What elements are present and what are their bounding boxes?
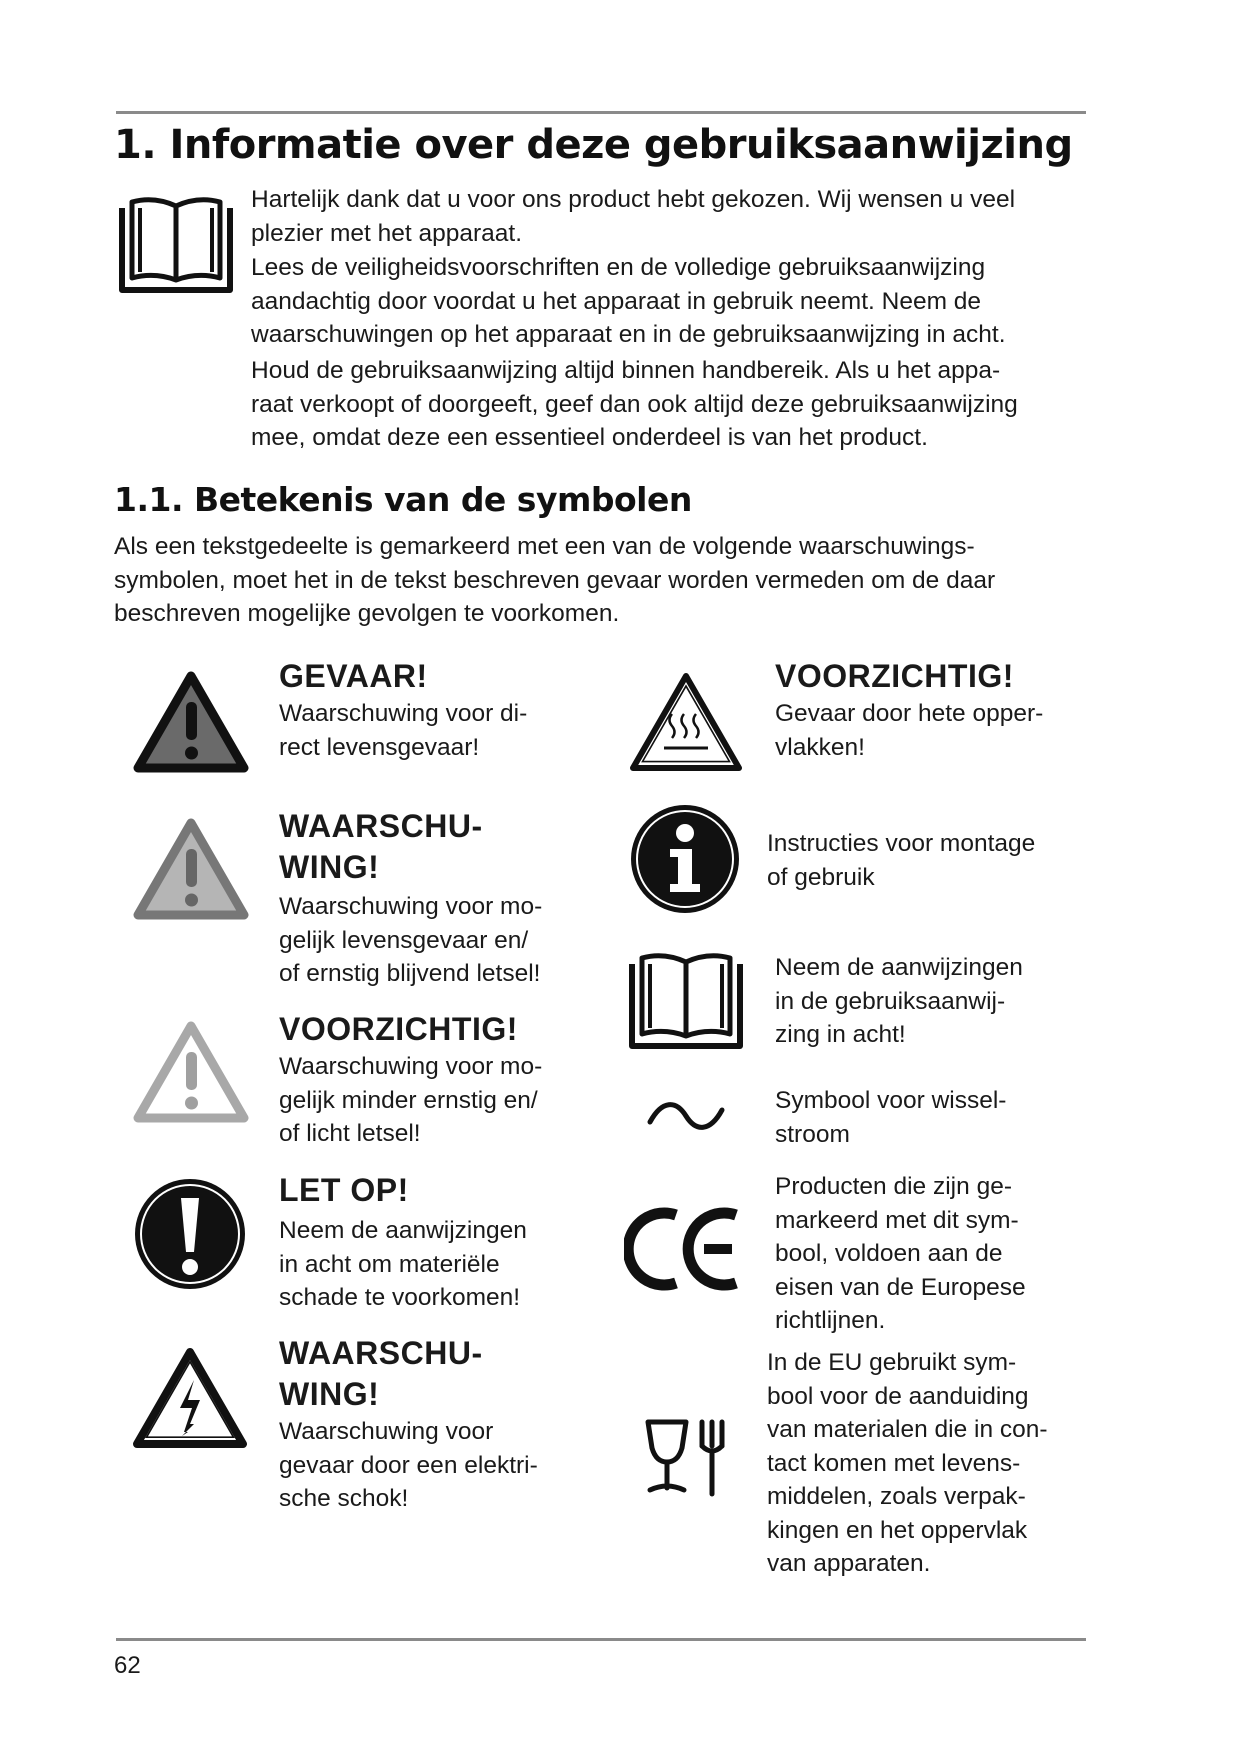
exclamation-circle-icon — [132, 1176, 248, 1292]
hot-surface-title: VOORZICHTIG! — [775, 658, 1014, 694]
caution-triangle-icon — [132, 1020, 250, 1124]
food-contact-text: In de EU gebruikt sym- bool voor de aanduiding van materialen die in con- tact komen met levens- middelen, zoals verpak- kingen en het oppervlak van apparaten. — [767, 1349, 1048, 1577]
intro-paragraph-1: Hartelijk dank dat u voor ons product hebt gekozen. Wij wensen u veel plezier met het apparaat. — [251, 186, 1016, 247]
page-title: 1. Informatie over deze gebruiksaanwijzing — [114, 122, 1073, 168]
manual-text: Neem de aanwijzingen in de gebruiksaanwij- zing in acht! — [775, 954, 1023, 1048]
top-rule — [116, 111, 1086, 114]
info-text: Instructies voor montage of gebruik — [767, 830, 1036, 891]
symbols-intro: Als een tekstgedeelte is gemarkeerd met een van de volgende waarschuwings- symbolen, moet het in de tekst beschreven gevaar worden vermeden om de daar beschreven mogelijke gevolgen te voorkomen. — [114, 533, 996, 627]
section-subtitle: 1.1. Betekenis van de symbolen — [114, 480, 692, 519]
danger-title: GEVAAR! — [279, 658, 428, 694]
info-icon — [628, 802, 742, 916]
warning-triangle-icon — [132, 817, 250, 921]
food-contact-glass-fork-icon — [642, 1418, 728, 1498]
electric-warning-title: WAARSCHU- WING! — [279, 1335, 483, 1412]
page-number: 62 — [114, 1652, 141, 1679]
electric-warning-text: Waarschuwing voor gevaar door een elektri- sche schok! — [279, 1418, 538, 1512]
ce-mark-icon — [624, 1205, 746, 1293]
hot-surface-triangle-icon — [626, 670, 746, 774]
manual-icon — [116, 194, 236, 296]
ac-text: Symbool voor wissel- stroom — [775, 1087, 1007, 1148]
caution-text: Waarschuwing voor mo- gelijk minder ernstig en/ of licht letsel! — [279, 1053, 543, 1147]
warning-title: WAARSCHU- WING! — [279, 808, 483, 885]
intro-paragraph-2: Lees de veiligheidsvoorschriften en de volledige gebruiksaanwijzing aandachtig door voordat u het apparaat in gebruik neemt. Neem de waarschuwingen op het apparaat en in de gebruiksaanwijzing in acht. — [251, 254, 1006, 348]
intro-paragraph-3: Houd de gebruiksaanwijzing altijd binnen handbereik. Als u het appa- raat verkoopt of doorgeeft, geef dan ook altijd deze gebruiksaanwijzing mee, omdat deze een essentieel onderdeel is van het product. — [251, 357, 1018, 451]
danger-warning-triangle-icon — [132, 670, 250, 774]
danger-text: Waarschuwing voor di- rect levensgevaar! — [279, 700, 528, 761]
bottom-rule — [116, 1638, 1086, 1641]
warning-text: Waarschuwing voor mo- gelijk levensgevaar en/ of ernstig blijvend letsel! — [279, 893, 543, 987]
manual-book-icon — [626, 950, 746, 1052]
hot-surface-text: Gevaar door hete opper- vlakken! — [775, 700, 1044, 761]
alternating-current-icon — [646, 1098, 726, 1134]
electric-shock-triangle-icon — [130, 1346, 250, 1450]
ce-text: Producten die zijn ge- markeerd met dit sym- bool, voldoen aan de eisen van de Europese richtlijnen. — [775, 1173, 1026, 1334]
caution-title: VOORZICHTIG! — [279, 1011, 518, 1047]
notice-text: Neem de aanwijzingen in acht om materiële schade te voorkomen! — [279, 1217, 527, 1311]
notice-title: LET OP! — [279, 1172, 409, 1208]
